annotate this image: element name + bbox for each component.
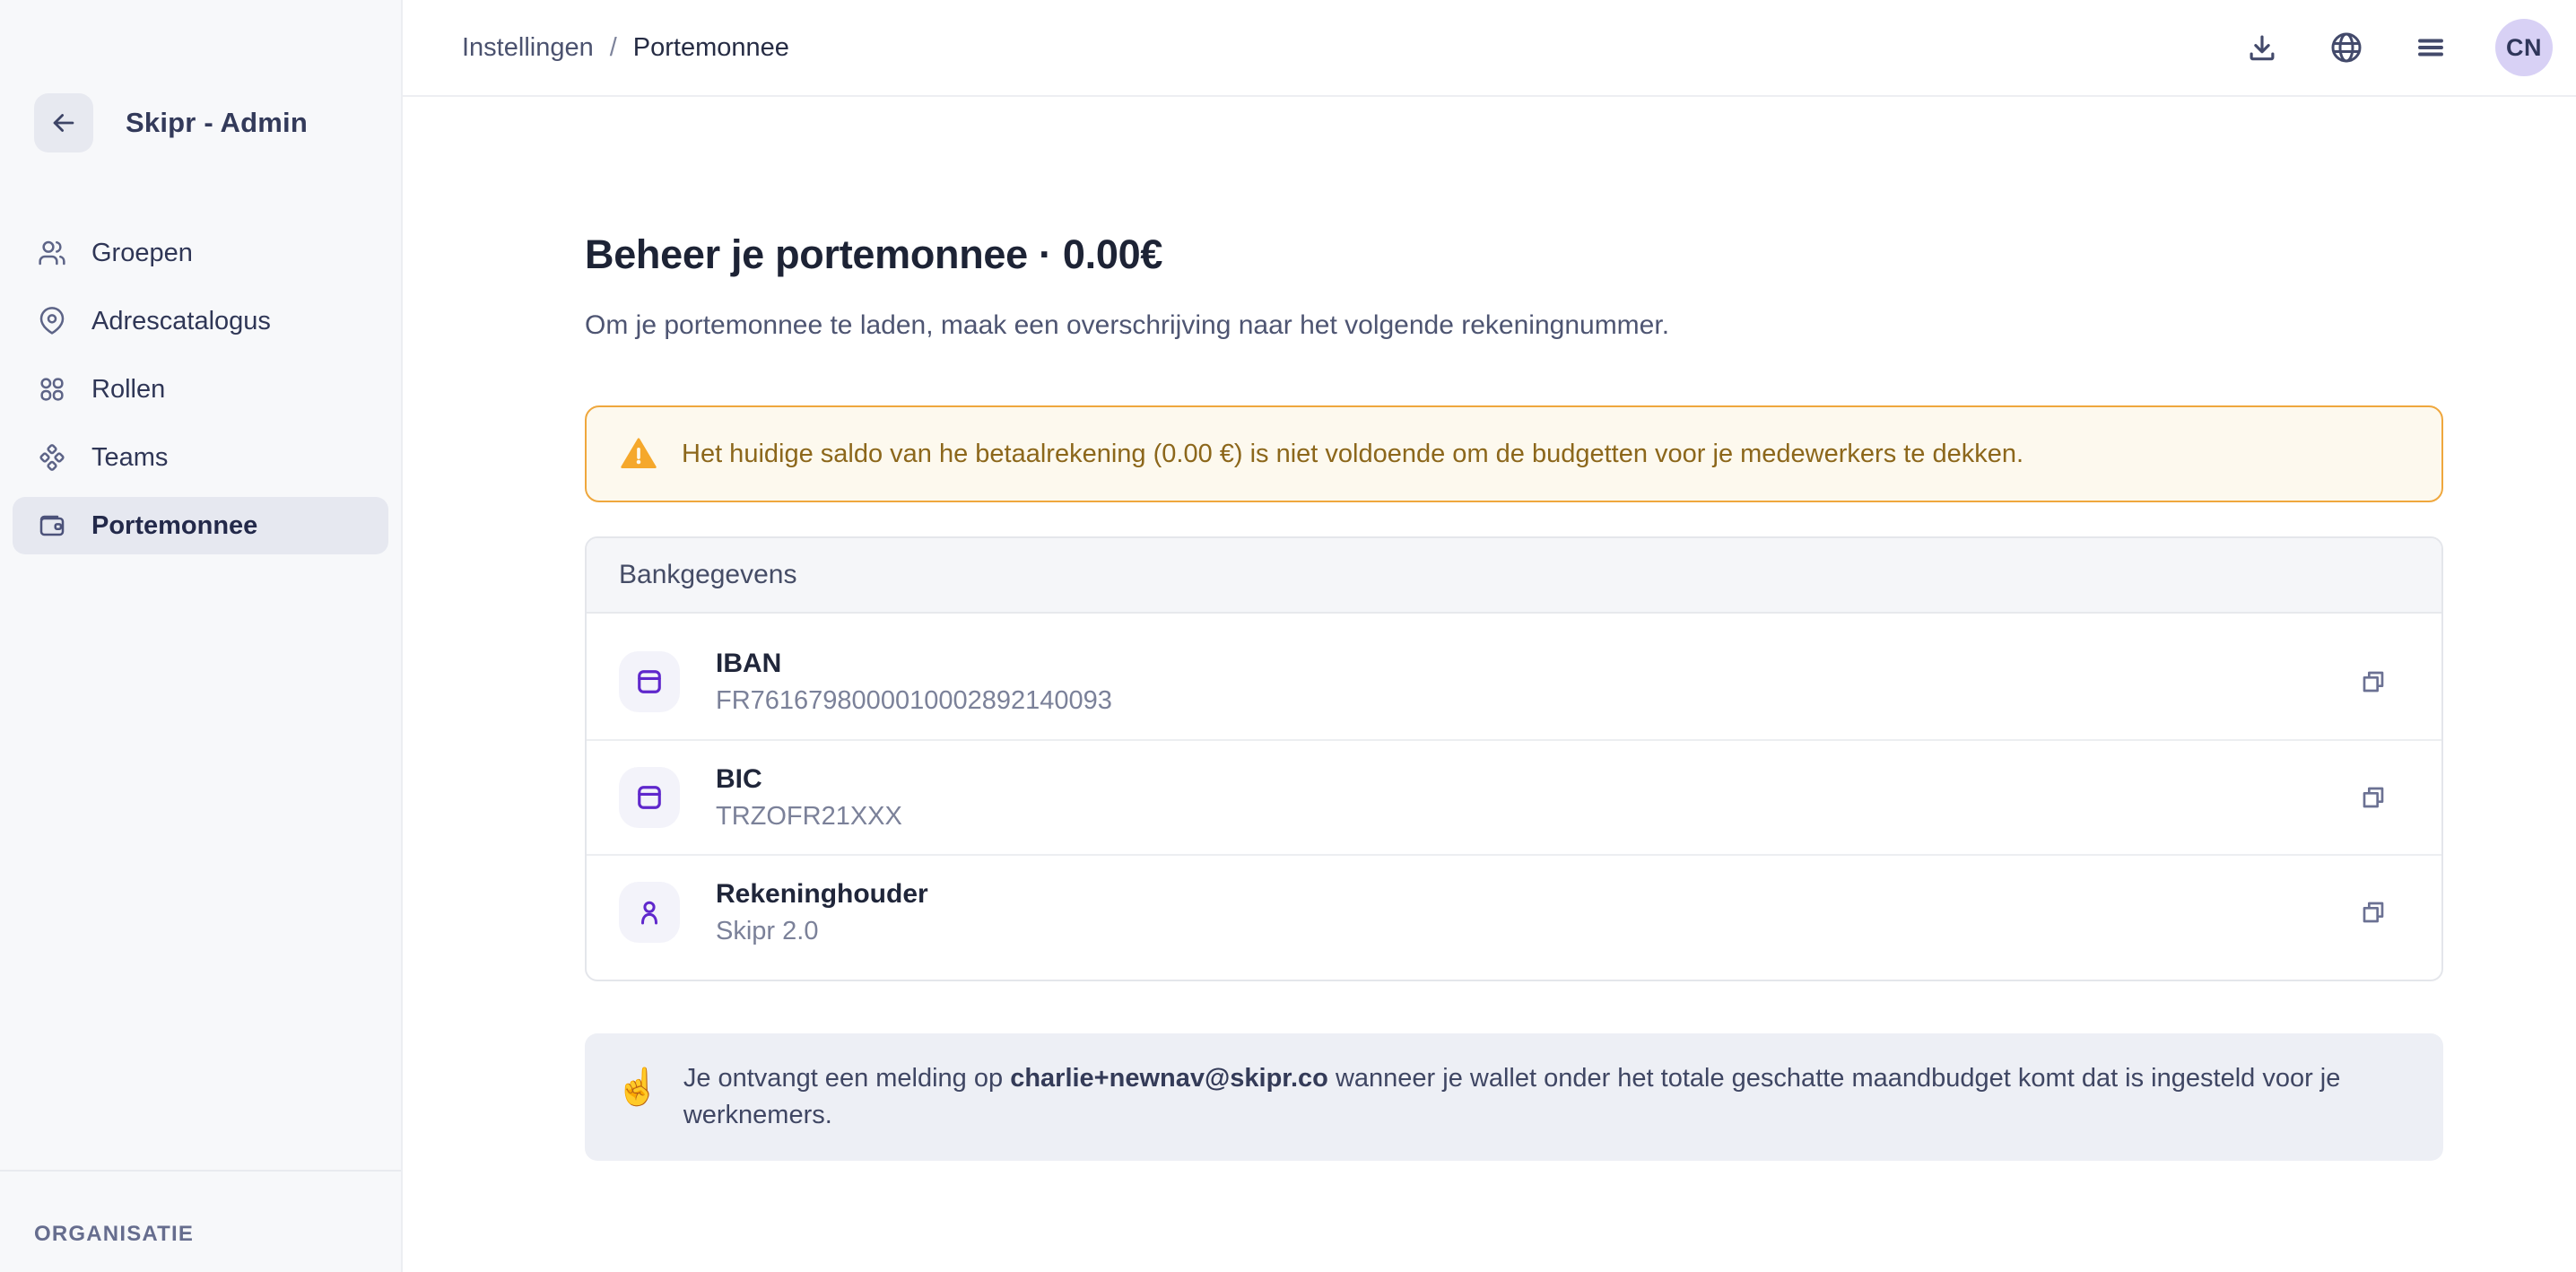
sidebar-footer xyxy=(0,1170,401,1272)
sidebar xyxy=(0,0,403,1272)
note-email: charlie+newnav@skipr.co xyxy=(1010,1064,1328,1093)
row-texts xyxy=(716,879,928,946)
credit-card-icon xyxy=(633,781,666,814)
copy-icon xyxy=(2359,898,2388,927)
bank-card-header: Bankgegevens xyxy=(587,538,2441,614)
warning-triangle-icon xyxy=(619,434,658,474)
sidebar-item-label: Adrescatalogus xyxy=(91,306,271,335)
icon-tile xyxy=(619,767,680,828)
sidebar-item-groepen[interactable] xyxy=(13,224,388,282)
page-subtitle: Om je portemonnee te laden, maak een overschrijving naar het volgende rekeningnummer. xyxy=(585,310,1670,340)
diamonds-icon xyxy=(38,443,66,472)
row-texts xyxy=(716,649,1112,716)
language-button[interactable] xyxy=(2327,28,2366,67)
organisation-section-label: ORGANISATIE xyxy=(34,1222,195,1246)
bank-row-rekeninghouder xyxy=(587,854,2441,969)
sidebar-nav xyxy=(0,224,401,554)
breadcrumb xyxy=(462,33,789,63)
page-content xyxy=(403,97,2576,1272)
sidebar-item-portemonnee[interactable] xyxy=(13,497,388,554)
user-icon xyxy=(633,896,666,928)
bic-value: TRZOFR21XXX xyxy=(716,801,902,831)
avatar[interactable]: CN xyxy=(2495,19,2553,76)
sidebar-item-label: Portemonnee xyxy=(91,510,258,540)
row-texts xyxy=(716,764,902,832)
users-icon xyxy=(38,239,66,267)
notification-note xyxy=(585,1033,2443,1161)
main-column xyxy=(403,0,2576,1272)
sidebar-item-label: Rollen xyxy=(91,374,166,404)
topbar xyxy=(403,0,2576,97)
rekeninghouder-label: Rekeninghouder xyxy=(716,878,928,909)
grid-icon xyxy=(38,375,66,404)
note-text-before: Je ontvangt een melding op xyxy=(683,1064,1011,1093)
sidebar-item-label: Groepen xyxy=(91,238,193,267)
warning-banner xyxy=(585,405,2443,502)
sidebar-header xyxy=(0,0,401,152)
back-button[interactable] xyxy=(34,93,93,152)
icon-tile xyxy=(619,651,680,712)
topbar-actions xyxy=(2242,19,2553,76)
menu-icon xyxy=(2415,31,2447,64)
download-icon xyxy=(2245,30,2279,65)
breadcrumb-separator: / xyxy=(609,32,617,62)
copy-iban-button[interactable] xyxy=(2355,664,2391,700)
sidebar-item-adrescatalogus[interactable] xyxy=(13,292,388,350)
globe-icon xyxy=(2328,30,2364,65)
iban-label: IBAN xyxy=(716,648,782,678)
rekeninghouder-value: Skipr 2.0 xyxy=(716,916,819,945)
page-title: Beheer je portemonnee · 0.00€ xyxy=(585,231,1163,277)
menu-button[interactable] xyxy=(2411,28,2450,67)
bank-row-iban xyxy=(587,624,2441,739)
arrow-left-icon xyxy=(48,108,79,138)
copy-icon xyxy=(2359,783,2388,812)
breadcrumb-instellingen[interactable]: Instellingen xyxy=(462,32,594,62)
bank-row-bic xyxy=(587,739,2441,854)
download-button[interactable] xyxy=(2242,28,2282,67)
iban-value: FR7616798000010002892140093 xyxy=(716,685,1112,715)
map-pin-icon xyxy=(38,307,66,335)
copy-rekeninghouder-button[interactable] xyxy=(2355,894,2391,930)
copy-icon xyxy=(2359,667,2388,696)
credit-card-icon xyxy=(633,666,666,698)
sidebar-item-teams[interactable] xyxy=(13,429,388,486)
copy-bic-button[interactable] xyxy=(2355,780,2391,815)
wallet-icon xyxy=(38,511,66,540)
bank-card-rows xyxy=(587,614,2441,980)
warning-text: Het huidige saldo van he betaalrekening (0.00 €) is niet voldoende om de budgetten voor je medewerkers te dekken. xyxy=(682,439,2024,468)
icon-tile xyxy=(619,882,680,943)
sidebar-item-rollen[interactable] xyxy=(13,361,388,418)
bic-label: BIC xyxy=(716,763,762,794)
sidebar-item-label: Teams xyxy=(91,442,169,472)
note-text-after: wanneer je wallet onder het totale geschatte maandbudget komt dat is ingesteld voor je werknemers. xyxy=(683,1064,2341,1129)
bank-details-card xyxy=(585,536,2443,981)
note-text xyxy=(683,1060,2397,1134)
app-title: Skipr - Admin xyxy=(126,107,308,138)
breadcrumb-portemonnee: Portemonnee xyxy=(632,32,789,62)
pointing-up-emoji-icon: ☝️ xyxy=(615,1067,660,1107)
